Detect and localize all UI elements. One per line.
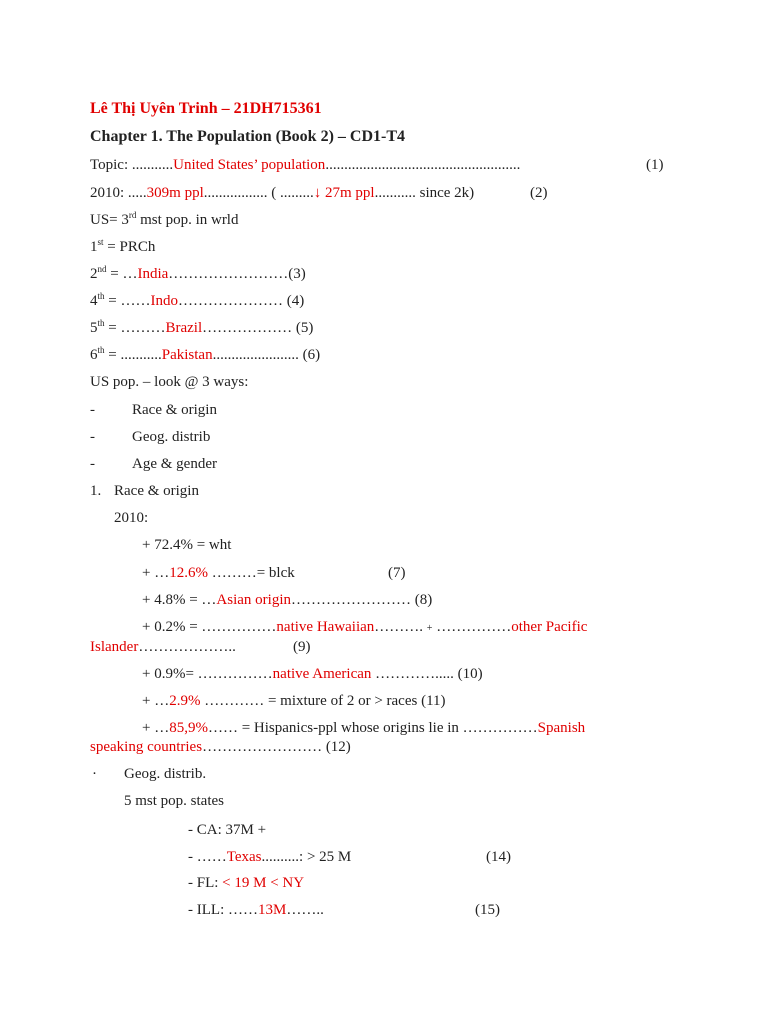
way-item: Geog. distrib xyxy=(132,429,211,445)
population-growth-answer: ↓ 27m ppl xyxy=(313,185,375,201)
race-hawaiian-line: + 0.2% = ……………native Hawaiian………. + ……………other Pacific xyxy=(142,619,588,635)
race-heading: Race & origin xyxy=(114,483,199,499)
race-black-number: (7) xyxy=(388,565,406,581)
race-black-line: + …12.6% ………= blck xyxy=(142,565,295,581)
race-pacific-answer: other Pacific xyxy=(511,619,588,635)
rank-4-answer: Indo xyxy=(150,293,178,309)
state-fl-line: - FL: < 19 M < NY xyxy=(188,875,305,891)
rank-4-line: 4th = ……Indo………………… (4) xyxy=(90,291,305,309)
rank-2-answer: India xyxy=(137,266,169,282)
rank-5-answer: Brazil xyxy=(165,320,203,336)
race-black-answer: 12.6% xyxy=(169,565,208,581)
geog-bullet: · xyxy=(92,766,97,782)
state-ill-answer: 13M xyxy=(257,902,287,918)
geog-subheading: 5 mst pop. states xyxy=(124,793,224,809)
rank-us-line: US= 3rd mst pop. in wrld xyxy=(90,210,239,228)
topic-number: (1) xyxy=(646,157,664,173)
population-2010-answer: 309m ppl xyxy=(146,185,204,201)
rank-6-answer: Pakistan xyxy=(161,347,213,363)
rank-2-line: 2nd = …India……………………(3) xyxy=(90,264,306,282)
race-native-american-answer: native American xyxy=(272,666,372,682)
rank-1-line: 1st = PRCh xyxy=(90,237,156,255)
state-tx-number: (14) xyxy=(486,849,511,865)
rank-5-line: 5th = ………Brazil……………… (5) xyxy=(90,318,314,336)
state-fl-answer: < 19 M < NY xyxy=(222,875,305,891)
race-hispanic-line-cont: speaking countries…………………… (12) xyxy=(90,739,351,755)
way-item: Age & gender xyxy=(132,456,217,472)
race-heading-number: 1. xyxy=(90,483,102,499)
race-mixed-answer: 2.9% xyxy=(169,693,201,709)
state-ill-number: (15) xyxy=(475,902,500,918)
chapter-title: Chapter 1. The Population (Book 2) – CD1-T4 xyxy=(90,128,405,145)
topic-line: Topic: ...........United States’ population.................................................... xyxy=(90,157,521,173)
topic-answer: United States’ population xyxy=(173,157,326,173)
state-tx-line: - ……Texas..........: > 25 M xyxy=(188,849,352,865)
race-asian-answer: Asian origin xyxy=(216,592,291,608)
dash-marker: - xyxy=(90,402,95,418)
race-hawaiian-number: (9) xyxy=(293,639,311,655)
race-hawaiian-answer: native Hawaiian xyxy=(276,619,375,635)
ways-intro: US pop. – look @ 3 ways: xyxy=(90,374,249,390)
race-white-line: + 72.4% = wht xyxy=(142,537,232,553)
race-mixed-line: + …2.9% ………… = mixture of 2 or > races (11) xyxy=(142,693,446,709)
race-hispanic-line: + …85,9%…… = Hispanics-ppl whose origins lie in ……………Spanish xyxy=(142,720,586,736)
dash-marker: - xyxy=(90,456,95,472)
race-asian-line: + 4.8% = …Asian origin…………………… (8) xyxy=(142,592,433,608)
rank-6-line: 6th = ...........Pakistan....................... (6) xyxy=(90,345,321,363)
population-2010-line: 2010: .....309m ppl................. ( .........↓ 27m ppl........... since 2k) xyxy=(90,185,475,201)
author-line: Lê Thị Uyên Trinh – 21DH715361 xyxy=(90,100,322,117)
state-tx-answer: Texas xyxy=(226,849,262,865)
race-native-american-line: + 0.9%= ……………native American …………..... (10) xyxy=(142,666,483,682)
race-hawaiian-line-cont: Islander……………….. xyxy=(90,639,236,655)
dash-marker: - xyxy=(90,429,95,445)
race-spanish-answer: Spanish xyxy=(537,720,586,736)
way-item: Race & origin xyxy=(132,402,217,418)
geog-heading: Geog. distrib. xyxy=(124,766,207,782)
race-year: 2010: xyxy=(114,510,149,526)
state-ill-line: - ILL: ……13M…….. xyxy=(188,902,324,918)
state-ca-line: - CA: 37M + xyxy=(188,822,267,838)
population-2010-number: (2) xyxy=(530,185,548,201)
race-hispanic-answer: 85,9% xyxy=(169,720,208,736)
